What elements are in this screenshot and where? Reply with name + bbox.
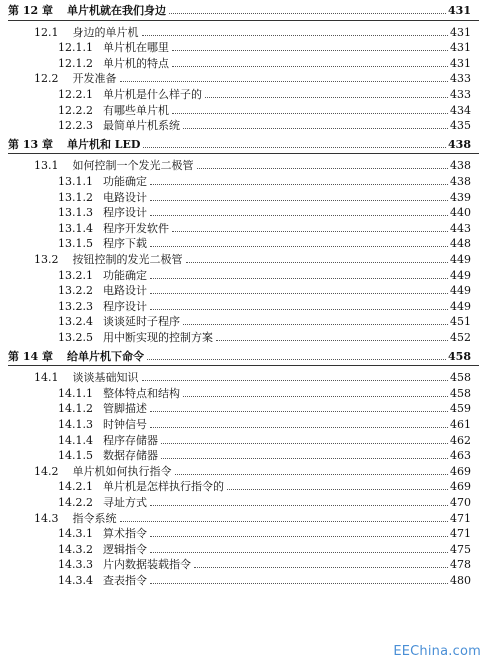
dot-leader — [150, 552, 448, 553]
toc-entry-page: 449 — [450, 284, 471, 298]
toc-entry-page: 431 — [448, 4, 471, 17]
dot-leader — [150, 278, 448, 279]
toc-entry-title: 如何控制一个发光二极管 — [72, 159, 194, 173]
toc-entry-title: 片内数据装载指令 — [103, 558, 191, 572]
toc-entry-title: 功能确定 — [103, 268, 147, 282]
toc-entry-page: 431 — [450, 56, 471, 70]
toc-entry-title: 谈谈基础知识 — [72, 371, 139, 385]
dot-leader — [150, 505, 448, 506]
toc-entry-number: 14.3.3 — [58, 558, 93, 572]
dot-leader — [150, 309, 448, 310]
dot-leader — [172, 231, 448, 232]
toc-subsection-row — [58, 55, 471, 70]
toc-subsection-row — [58, 494, 471, 509]
toc-entry-number: 12.1.1 — [58, 41, 93, 55]
toc-entry-title: 数据存储器 — [103, 449, 158, 463]
toc-subsection-row — [58, 478, 471, 493]
toc-entry-number: 13.2.1 — [58, 268, 93, 282]
toc-entry-title: 指令系统 — [72, 511, 117, 525]
toc-entry-title: 用中断实现的控制方案 — [103, 331, 213, 344]
toc-entry-title: 程序设计 — [103, 206, 147, 220]
toc-entry-number: 13.2.4 — [58, 315, 93, 329]
toc-subsection-row — [58, 400, 471, 415]
toc-entry-number: 13.2.5 — [58, 331, 93, 344]
toc-chapter-row — [8, 348, 471, 363]
toc-entry-number: 14.1.2 — [58, 402, 93, 416]
toc-entry-title: 电路设计 — [103, 190, 147, 204]
dot-leader — [150, 536, 448, 537]
toc-entry-title: 单片机是什么样子的 — [103, 88, 202, 101]
dot-leader — [120, 81, 449, 82]
toc-entry-number: 12.2.2 — [58, 103, 93, 117]
toc-entry-title: 按钮控制的发光二极管 — [72, 253, 183, 266]
toc-entry-number: 13.2.3 — [58, 299, 93, 313]
toc-entry-number: 13.2.2 — [58, 284, 93, 298]
dot-leader — [150, 246, 448, 247]
toc-entry-number: 14.1.4 — [58, 433, 93, 447]
toc-entry-number: 第 14 章 — [8, 349, 53, 363]
toc-entry-title: 单片机和 LED — [66, 137, 141, 151]
dot-leader — [205, 97, 448, 98]
dot-leader — [150, 293, 448, 294]
toc-entry-page: 480 — [450, 574, 471, 587]
toc-subsection-row — [58, 447, 471, 462]
toc-entry-number: 12.2.3 — [58, 119, 93, 133]
toc-entry-title: 管脚描述 — [103, 402, 147, 416]
toc-subsection-row — [58, 385, 471, 400]
dot-leader — [183, 324, 448, 325]
dot-leader — [227, 489, 448, 490]
toc-entry-page: 458 — [450, 386, 471, 400]
toc-entry-page: 461 — [450, 418, 471, 431]
toc-entry-page: 478 — [450, 558, 471, 572]
toc-entry-number: 13.1.1 — [58, 175, 93, 188]
toc-entry-page: 458 — [450, 371, 471, 385]
toc-entry-page: 470 — [450, 496, 471, 509]
toc-section-row — [34, 369, 471, 384]
toc-subsection-row — [58, 117, 471, 132]
dot-leader — [161, 443, 448, 444]
toc-subsection-row — [58, 541, 471, 556]
toc-subsection-row — [58, 86, 471, 101]
dot-leader — [172, 50, 448, 51]
dot-leader — [150, 427, 448, 428]
toc-entry-title: 单片机是怎样执行指令的 — [103, 480, 224, 494]
dot-leader — [142, 35, 449, 36]
toc-subsection-row — [58, 39, 471, 54]
toc-entry-page: 463 — [450, 449, 471, 463]
toc-entry-page: 431 — [450, 25, 471, 39]
dot-leader — [172, 66, 448, 67]
toc-subsection-row — [58, 525, 471, 540]
toc-entry-page: 459 — [450, 402, 471, 416]
toc-section-row — [34, 24, 471, 39]
toc-entry-page: 431 — [450, 41, 471, 55]
toc-section-row — [34, 510, 471, 525]
toc-entry-number: 第 12 章 — [8, 4, 53, 17]
dot-leader — [194, 567, 448, 568]
dot-leader — [150, 215, 448, 216]
toc-entry-page: 475 — [450, 542, 471, 556]
toc-entry-number: 13.1 — [34, 159, 59, 173]
toc-entry-number: 12.1.2 — [58, 56, 93, 70]
toc-entry-title: 电路设计 — [103, 284, 147, 298]
dot-leader — [183, 396, 448, 397]
toc-entry-title: 最简单片机系统 — [103, 119, 180, 133]
dot-leader — [143, 147, 446, 148]
dot-leader — [216, 340, 448, 341]
toc-subsection-row — [58, 313, 471, 328]
dot-leader — [169, 13, 446, 14]
toc-section-row — [34, 70, 471, 85]
dot-leader — [150, 184, 448, 185]
toc-entry-number: 14.2.2 — [58, 496, 93, 509]
toc-entry-number: 14.2 — [34, 464, 59, 478]
toc-entry-number: 13.1.2 — [58, 190, 93, 204]
toc-entry-page: 469 — [450, 464, 471, 478]
toc-entry-number: 14.1.5 — [58, 449, 93, 463]
toc-entry-number: 14.1 — [34, 371, 59, 385]
toc-entry-number: 13.2 — [34, 253, 59, 266]
toc-entry-title: 时钟信号 — [103, 418, 147, 431]
toc-entry-title: 查表指令 — [103, 574, 147, 587]
toc-entry-page: 451 — [450, 315, 471, 329]
dot-leader — [147, 359, 446, 360]
dot-leader — [172, 113, 448, 114]
toc-entry-title: 寻址方式 — [103, 496, 147, 509]
dot-leader — [197, 168, 449, 169]
toc-entry-title: 逻辑指令 — [103, 542, 147, 556]
toc-subsection-row — [58, 235, 471, 250]
toc-subsection-row — [58, 298, 471, 313]
toc-chapter-row — [8, 136, 471, 151]
toc-entry-page: 452 — [450, 331, 471, 344]
toc-entry-number: 13.1.4 — [58, 221, 93, 235]
toc-chapter-row — [8, 2, 471, 17]
toc-entry-page: 462 — [450, 433, 471, 447]
toc-entry-number: 14.3.2 — [58, 542, 93, 556]
toc-entry-title: 有哪些单片机 — [103, 103, 169, 117]
dot-leader — [142, 380, 449, 381]
toc-entry-page: 438 — [450, 159, 471, 173]
toc-entry-number: 14.1.1 — [58, 386, 93, 400]
toc-subsection-row — [58, 329, 471, 344]
toc-entry-title: 算术指令 — [103, 527, 147, 541]
dot-leader — [186, 262, 449, 263]
toc-entry-title: 整体特点和结构 — [103, 386, 180, 400]
toc-entry-number: 14.3 — [34, 511, 59, 525]
toc-subsection-row — [58, 432, 471, 447]
dot-leader — [175, 474, 449, 475]
toc-entry-page: 448 — [450, 237, 471, 251]
toc-entry-title: 开发准备 — [72, 72, 117, 86]
toc-entry-page: 439 — [450, 190, 471, 204]
toc-section-row — [34, 251, 471, 266]
toc-entry-page: 471 — [450, 511, 471, 525]
toc-entry-page: 458 — [448, 349, 471, 363]
toc-entry-title: 给单片机下命令 — [66, 349, 144, 363]
toc-subsection-row — [58, 102, 471, 117]
toc-entry-page: 449 — [450, 253, 471, 266]
toc-entry-page: 449 — [450, 299, 471, 313]
toc-entry-page: 433 — [450, 72, 471, 86]
toc-entry-page: 438 — [450, 175, 471, 188]
chapter-divider — [8, 20, 479, 21]
dot-leader — [150, 583, 448, 584]
toc-entry-number: 13.1.3 — [58, 206, 93, 220]
toc-entry-title: 程序存储器 — [103, 433, 158, 447]
toc-section-row — [34, 157, 471, 172]
chapter-divider — [8, 365, 479, 366]
toc-entry-page: 471 — [450, 527, 471, 541]
toc-subsection-row — [58, 572, 471, 587]
dot-leader — [120, 521, 449, 522]
toc-entry-page: 443 — [450, 221, 471, 235]
toc-entry-page: 438 — [448, 137, 471, 151]
toc-entry-number: 13.1.5 — [58, 237, 93, 251]
toc-entry-title: 程序下载 — [103, 237, 147, 251]
dot-leader — [150, 200, 448, 201]
toc-entry-title: 程序开发软件 — [103, 221, 169, 235]
toc-entry-number: 14.1.3 — [58, 418, 93, 431]
toc-subsection-row — [58, 189, 471, 204]
toc-subsection-row — [58, 267, 471, 282]
toc-entry-title: 单片机的特点 — [103, 56, 169, 70]
toc-entry-number: 14.3.4 — [58, 574, 93, 587]
dot-leader — [183, 128, 448, 129]
toc-entry-number: 第 13 章 — [8, 137, 53, 151]
toc-entry-page: 440 — [450, 206, 471, 220]
toc-subsection-row — [58, 204, 471, 219]
toc-entry-title: 单片机如何执行指令 — [72, 464, 172, 478]
toc-entry-number: 14.2.1 — [58, 480, 93, 494]
eechina-watermark: EEChina.com — [393, 644, 481, 659]
toc-entry-page: 433 — [450, 88, 471, 101]
toc-entry-page: 449 — [450, 268, 471, 282]
toc-subsection-row — [58, 173, 471, 188]
toc-entry-title: 身边的单片机 — [72, 25, 139, 39]
toc-entry-title: 功能确定 — [103, 175, 147, 188]
toc-entry-title: 程序设计 — [103, 299, 147, 313]
dot-leader — [161, 458, 448, 459]
toc-subsection-row — [58, 220, 471, 235]
toc-entry-page: 435 — [450, 119, 471, 133]
toc-subsection-row — [58, 556, 471, 571]
chapter-divider — [8, 153, 479, 154]
toc-entry-title: 单片机就在我们身边 — [66, 4, 166, 17]
toc-entry-number: 12.2 — [34, 72, 59, 86]
toc-subsection-row — [58, 416, 471, 431]
toc-entry-number: 14.3.1 — [58, 527, 93, 541]
toc-entry-number: 12.2.1 — [58, 88, 93, 101]
toc-entry-page: 469 — [450, 480, 471, 494]
toc-subsection-row — [58, 282, 471, 297]
toc-entry-number: 12.1 — [34, 25, 59, 39]
toc-entry-title: 单片机在哪里 — [103, 41, 169, 55]
toc-section-row — [34, 463, 471, 478]
toc-entry-title: 谈谈延时子程序 — [103, 315, 180, 329]
toc-entry-page: 434 — [450, 103, 471, 117]
dot-leader — [150, 411, 448, 412]
